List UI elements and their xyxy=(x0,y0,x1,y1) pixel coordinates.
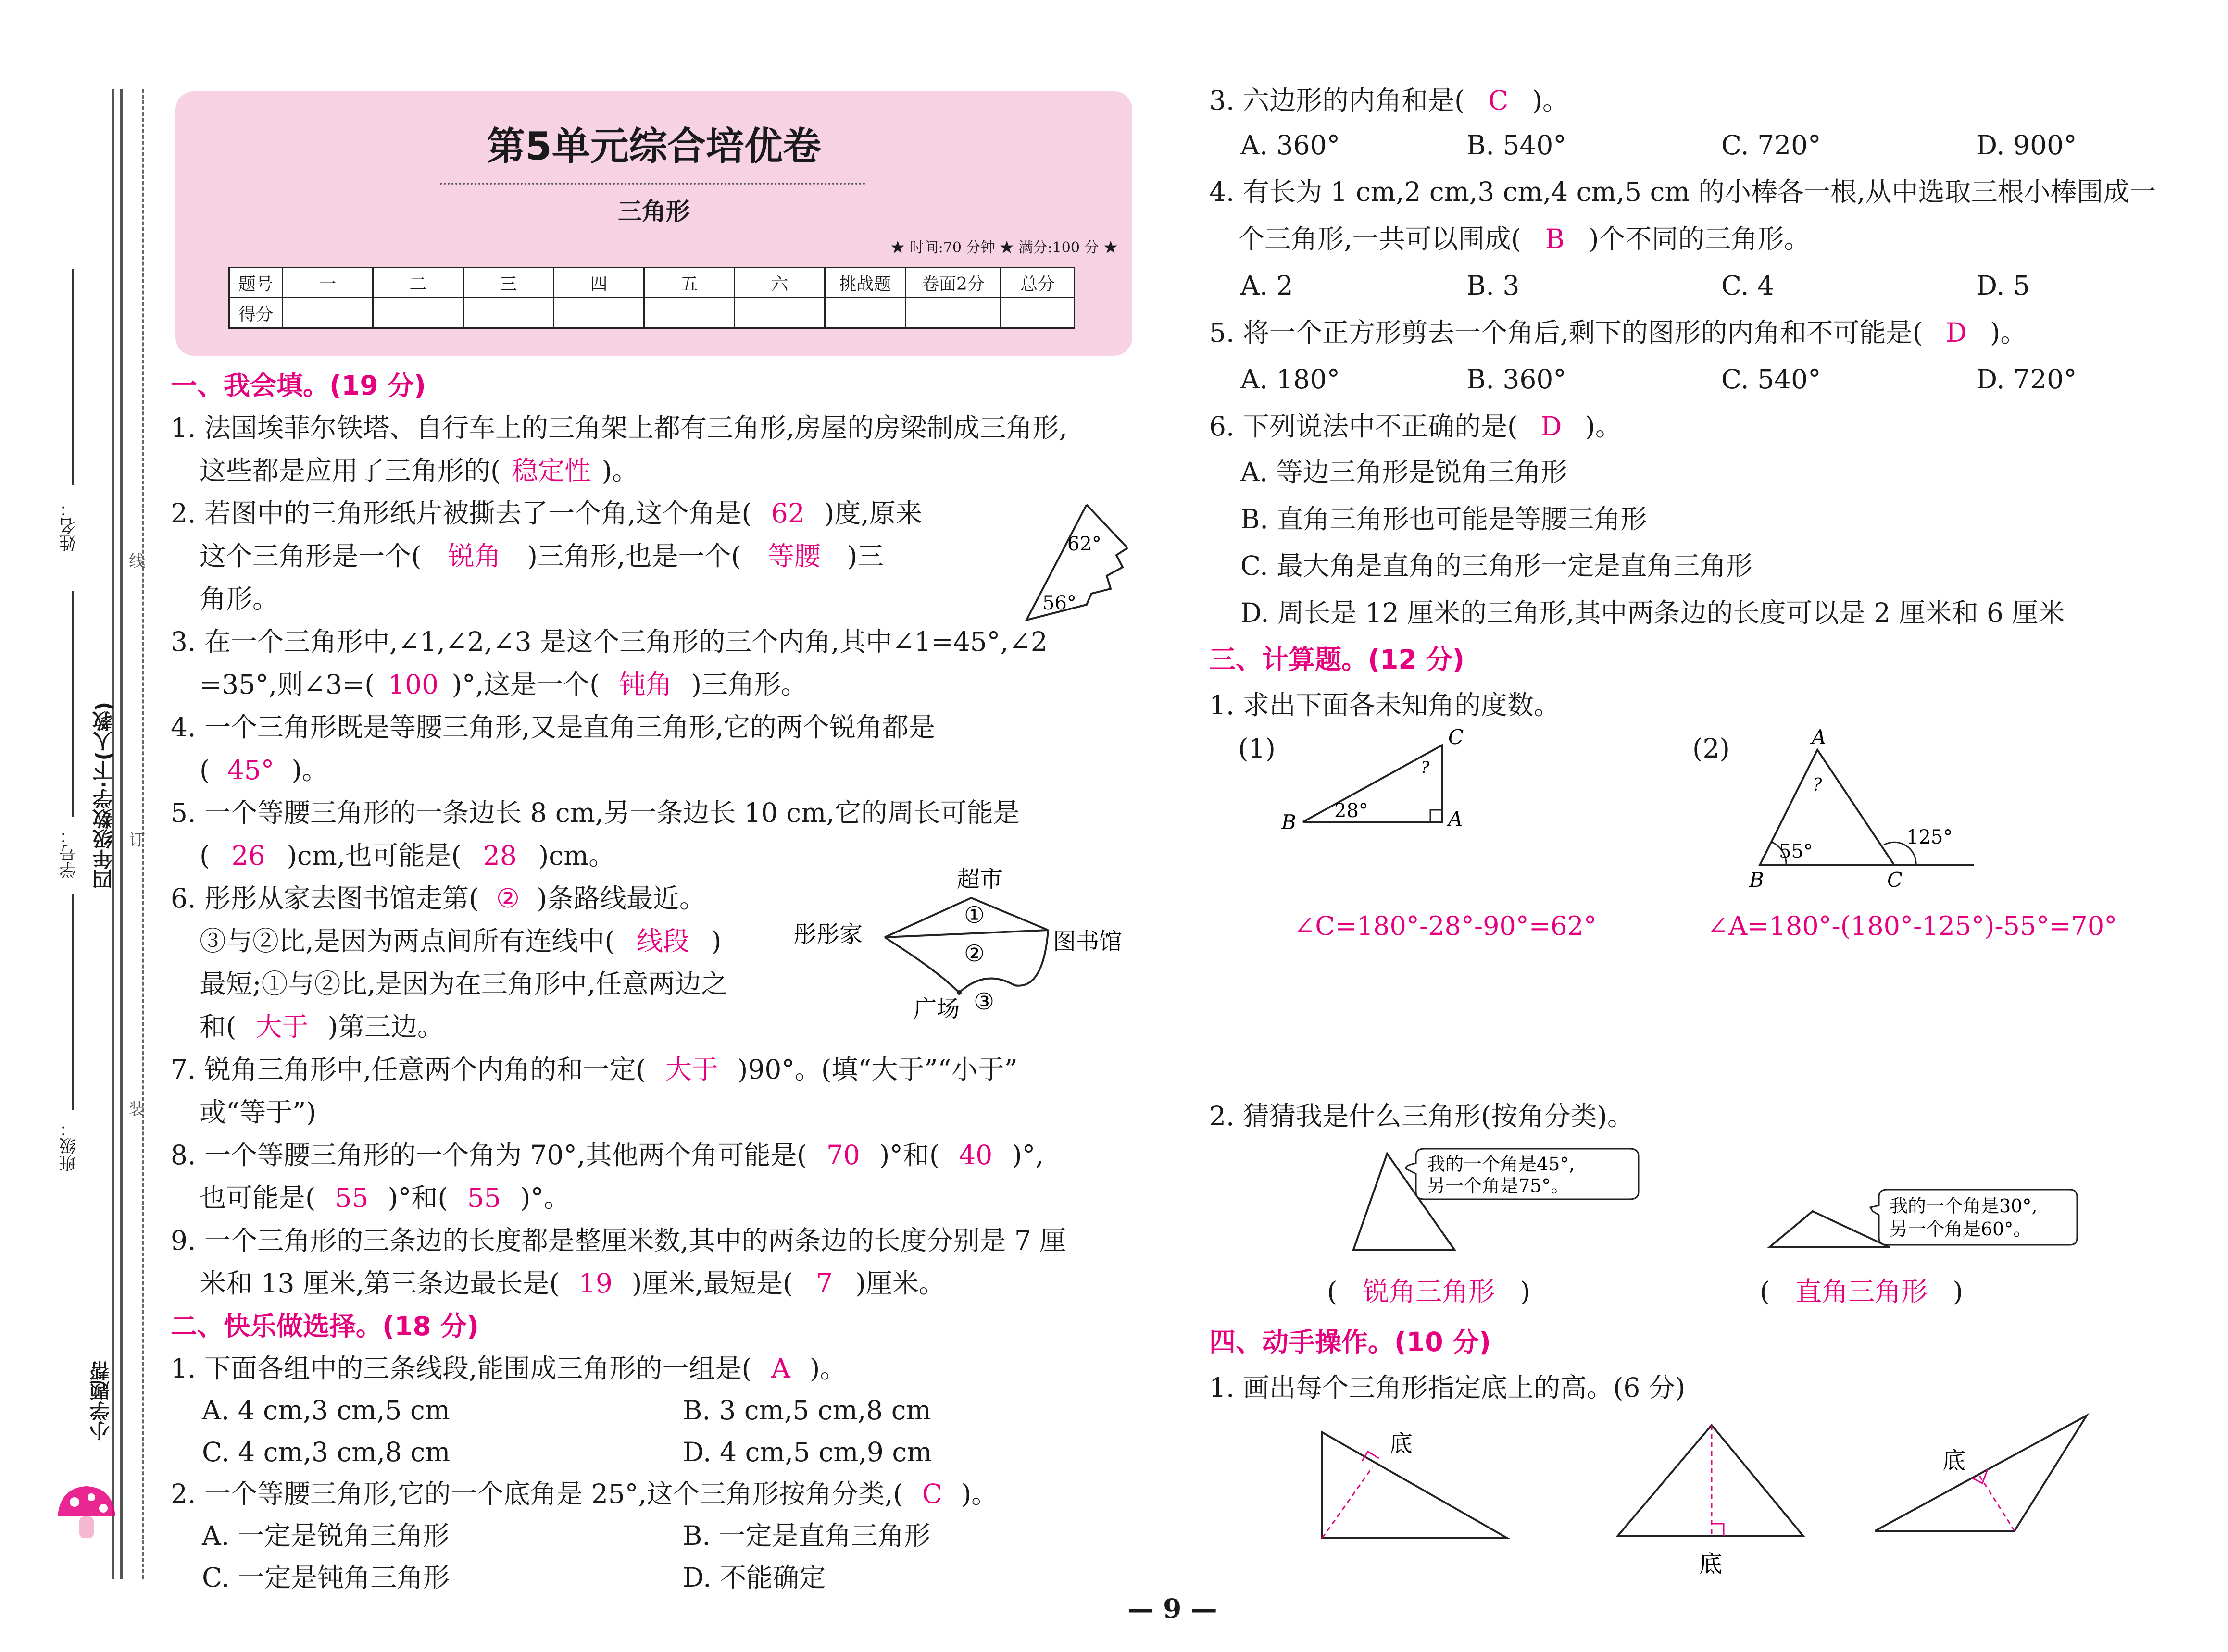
q1-6-line4: 和( 大于 )第三边。 xyxy=(200,1009,444,1044)
answer: 26 xyxy=(231,840,265,871)
option: B. 一定是直角三角形 xyxy=(683,1520,931,1551)
exterior-angle-triangle-figure xyxy=(1731,726,2000,889)
exam-header xyxy=(175,91,1132,356)
id-line xyxy=(72,591,74,817)
calc-answer-2: ∠A=180°-(180°-125°)-55°=70° xyxy=(1707,911,2117,941)
right-triangle-figure xyxy=(1274,726,1486,846)
calc-answer-1: ∠C=180°-28°-90°=62° xyxy=(1293,911,1597,941)
option: D. 5 xyxy=(1976,270,2030,301)
option: C. 720° xyxy=(1721,130,1821,161)
q2-2-stem: 2. 一个等腰三角形,它的一个底角是 25°,这个三角形按角分类,( C )。 xyxy=(171,1476,998,1512)
option: B. 540° xyxy=(1466,130,1566,161)
option: B. 3 xyxy=(1466,270,1520,301)
answer: 70 xyxy=(826,1140,860,1170)
q2-4-stem1: 4. 有长为 1 cm,2 cm,3 cm,4 cm,5 cm 的小棒各一根,从中选取三根小棒围成一 xyxy=(1209,176,2156,207)
score-input[interactable] xyxy=(906,298,1001,328)
answer: 大于 xyxy=(665,1054,718,1085)
unknown-angle: ? xyxy=(1813,775,1822,795)
answer: 55 xyxy=(467,1182,501,1213)
angle-label: 62° xyxy=(1067,533,1101,555)
bubble-text: 我的一个角是30°, xyxy=(1890,1195,2038,1217)
page-number: — 9 — xyxy=(1127,1593,1217,1624)
score-cell: 挑战题 xyxy=(825,268,906,298)
option: A. 360° xyxy=(1240,130,1340,161)
book-title: 四年级数学·下(人教) xyxy=(92,702,115,890)
q3-1-prompt: 1. 求出下面各未知角的度数。 xyxy=(1209,690,1560,720)
option: C. 一定是钝角三角形 xyxy=(202,1562,450,1593)
answer: 大于 xyxy=(255,1011,309,1042)
answer: C xyxy=(1488,85,1509,116)
angle-label: 55° xyxy=(1779,841,1813,863)
market-label: 超市 xyxy=(957,866,1003,893)
q1-6-line2: ③与②比,是因为两点间所有连线中( 线段 ) xyxy=(200,923,721,959)
score-input[interactable] xyxy=(463,298,554,328)
score-input[interactable] xyxy=(644,298,735,328)
vertex-label: A xyxy=(1448,807,1463,831)
exam-meta: ★ 时间:70 分钟 ★ 满分:100 分 ★ xyxy=(890,239,1118,256)
name-line xyxy=(72,269,74,485)
q2-6-stem: 6. 下列说法中不正确的是( D )。 xyxy=(1209,409,1622,444)
answer: 100 xyxy=(388,669,439,700)
vertex-label: A xyxy=(1812,726,1827,749)
route-figure xyxy=(793,865,1139,1029)
brand-name: 小学题帮 xyxy=(89,1360,113,1441)
q1-1-line1: 1. 法国埃菲尔铁塔、自行车上的三角架上都有三角形,房屋的房梁制成三角形, xyxy=(171,412,1067,443)
answer: 线段 xyxy=(636,926,689,956)
q1-9-line1: 9. 一个三角形的三条边的长度都是整厘米数,其中的两条边的长度分别是 7 厘 xyxy=(171,1225,1066,1256)
answer: C xyxy=(922,1478,942,1509)
section-2-title: 二、快乐做选择。(18 分) xyxy=(171,1311,479,1341)
option: C. 540° xyxy=(1721,364,1821,395)
q1-5-line1: 5. 一个等腰三角形的一条边长 8 cm,另一条边长 10 cm,它的周长可能是 xyxy=(171,797,1020,828)
bubble-text: 另一个角是60°。 xyxy=(1890,1218,2032,1240)
bubble-text: 我的一个角是45°, xyxy=(1427,1154,1575,1175)
id-label: 学号： xyxy=(59,827,79,879)
route-2-label: ② xyxy=(964,940,985,967)
answer: 锐角 xyxy=(448,541,501,571)
q3-2-answer-2: ( 直角三角形 ) xyxy=(1760,1274,1963,1309)
class-label: 班级： xyxy=(59,1120,79,1172)
binding-char: 订 xyxy=(129,831,145,850)
score-input[interactable] xyxy=(1001,298,1075,328)
triangle-guess-2 xyxy=(1755,1178,2082,1255)
section-4-title: 四、动手操作。(10 分) xyxy=(1209,1327,1491,1357)
route-3-label: ③ xyxy=(974,988,995,1015)
q4-1-prompt: 1. 画出每个三角形指定底上的高。(6 分) xyxy=(1209,1372,1686,1403)
answer: 19 xyxy=(578,1268,613,1299)
answer: 40 xyxy=(959,1140,993,1170)
score-cell: 得分 xyxy=(229,298,283,328)
option: C. 4 xyxy=(1721,270,1775,301)
q1-6-line1: 6. 彤彤从家去图书馆走第( ② )条路线最近。 xyxy=(171,881,706,916)
option: B. 360° xyxy=(1466,364,1566,395)
triangle-guess-1 xyxy=(1341,1144,1649,1255)
score-cell: 总分 xyxy=(1001,268,1075,298)
height-triangle-3 xyxy=(1865,1408,2096,1538)
q1-8-line2: 也可能是( 55 )°和( 55 )°。 xyxy=(200,1180,570,1216)
home-label: 彤彤家 xyxy=(793,921,863,948)
bubble-text: 另一个角是75°。 xyxy=(1427,1175,1569,1196)
answer: 锐角三角形 xyxy=(1362,1276,1495,1307)
route-1-label: ① xyxy=(964,902,985,929)
angle-label: 28° xyxy=(1334,800,1368,822)
binding-char: 线 xyxy=(129,552,145,571)
answer: D xyxy=(1540,411,1562,442)
q1-2-line2: 这个三角形是一个( 锐角 )三角形,也是一个( 等腰 )三 xyxy=(200,538,884,574)
q1-3-line1: 3. 在一个三角形中,∠1,∠2,∠3 是这个三角形的三个内角,其中∠1=45°,∠2 xyxy=(171,626,1048,657)
answer: B xyxy=(1545,224,1565,254)
q1-8-line1: 8. 一个等腰三角形的一个角为 70°,其他两个角可能是( 70 )°和( 40 )°, xyxy=(171,1137,1044,1173)
score-cell: 二 xyxy=(373,268,463,298)
score-cell: 五 xyxy=(644,268,735,298)
q1-2-line1: 2. 若图中的三角形纸片被撕去了一个角,这个角是( 62 )度,原来 xyxy=(171,496,922,531)
option: C. 最大角是直角的三角形一定是直角三角形 xyxy=(1240,550,1753,581)
library-label: 图书馆 xyxy=(1053,928,1123,955)
score-input[interactable] xyxy=(283,298,373,328)
angle-label: 125° xyxy=(1906,826,1953,848)
exam-title: 第5单元综合培优卷 xyxy=(487,124,821,169)
answer: A xyxy=(771,1353,790,1384)
q3-2-prompt: 2. 猜猜我是什么三角形(按角分类)。 xyxy=(1209,1101,1634,1131)
base-label: 底 xyxy=(1942,1447,1966,1474)
torn-triangle-figure xyxy=(1014,495,1130,625)
score-cell: 题号 xyxy=(229,268,283,298)
answer: 55 xyxy=(335,1182,369,1213)
vertex-label: C xyxy=(1887,868,1903,889)
title-divider xyxy=(440,183,865,185)
q1-2-line3: 角形。 xyxy=(200,584,279,614)
answer: D xyxy=(1945,317,1967,348)
q2-5-stem: 5. 将一个正方形剪去一个角后,剩下的图形的内角和不可能是( D )。 xyxy=(1209,315,2027,350)
vertex-label: C xyxy=(1448,726,1464,749)
option: D. 900° xyxy=(1976,130,2077,161)
class-line xyxy=(72,894,74,1110)
angle-label: 56° xyxy=(1042,592,1076,614)
option: D. 不能确定 xyxy=(683,1562,826,1593)
mushroom-logo xyxy=(50,1480,123,1548)
height-triangle-2 xyxy=(1611,1418,1817,1581)
score-cell: 一 xyxy=(283,268,373,298)
gutter-rule xyxy=(120,89,123,1579)
base-label: 底 xyxy=(1389,1430,1413,1457)
q1-6-line3: 最短;①与②比,是因为在三角形中,任意两边之 xyxy=(200,969,728,999)
q1-5-line2: ( 26 )cm,也可能是( 28 )cm。 xyxy=(200,838,615,873)
square-label: 广场 xyxy=(914,995,960,1022)
option: A. 180° xyxy=(1240,364,1340,395)
score-cell: 六 xyxy=(735,268,825,298)
q1-1-line2: 这些都是应用了三角形的( 稳定性 )。 xyxy=(200,453,638,488)
score-cell: 三 xyxy=(463,268,554,298)
answer: 钝角 xyxy=(619,669,672,700)
score-cell: 四 xyxy=(554,268,644,298)
answer: 62 xyxy=(771,498,805,529)
answer: 等腰 xyxy=(767,541,821,571)
score-input[interactable] xyxy=(373,298,463,328)
q3-1-label-2: (2) xyxy=(1692,733,1730,764)
option: D. 720° xyxy=(1976,364,2077,395)
answer: 稳定性 xyxy=(511,455,591,486)
q1-7-line2: 或“等于”) xyxy=(200,1097,316,1128)
binding-char: 装 xyxy=(129,1100,145,1119)
base-label: 底 xyxy=(1699,1551,1723,1577)
option: B. 直角三角形也可能是等腰三角形 xyxy=(1240,504,1647,534)
option: C. 4 cm,3 cm,8 cm xyxy=(202,1437,451,1467)
unknown-angle: ? xyxy=(1421,758,1430,777)
score-input[interactable] xyxy=(735,298,825,328)
q2-4-stem2: 个三角形,一共可以围成( B )个不同的三角形。 xyxy=(1238,221,1810,257)
vertex-label: B xyxy=(1749,868,1764,889)
exam-subtitle: 三角形 xyxy=(618,198,690,225)
q1-7-line1: 7. 锐角三角形中,任意两个内角的和一定( 大于 )90°。(填“大于”“小于” xyxy=(171,1052,1018,1087)
q1-9-line2: 米和 13 厘米,第三条边最长是( 19 )厘米,最短是( 7 )厘米。 xyxy=(200,1266,945,1301)
answer: 28 xyxy=(483,840,517,871)
option: A. 2 xyxy=(1240,270,1293,301)
answer: ② xyxy=(496,883,520,914)
answer: 45° xyxy=(227,755,275,785)
answer: 直角三角形 xyxy=(1795,1276,1928,1307)
option: D. 4 cm,5 cm,9 cm xyxy=(683,1437,932,1467)
answer: 7 xyxy=(815,1268,833,1299)
section-1-title: 一、我会填。(19 分) xyxy=(171,370,426,401)
name-label: 姓名： xyxy=(59,500,79,552)
q2-1-stem: 1. 下面各组中的三条线段,能围成三角形的一组是( A )。 xyxy=(171,1351,846,1386)
score-cell: 卷面2分 xyxy=(906,268,1001,298)
q1-4-line1: 4. 一个三角形既是等腰三角形,又是直角三角形,它的两个锐角都是 xyxy=(171,712,935,743)
score-input[interactable] xyxy=(554,298,644,328)
vertex-label: B xyxy=(1281,810,1296,834)
q3-2-answer-1: ( 锐角三角形 ) xyxy=(1327,1274,1530,1309)
q1-4-line2: ( 45° )。 xyxy=(200,752,328,788)
score-table xyxy=(228,267,1075,329)
score-input[interactable] xyxy=(825,298,906,328)
section-3-title: 三、计算题。(12 分) xyxy=(1209,644,1464,675)
option: D. 周长是 12 厘米的三角形,其中两条边的长度可以是 2 厘米和 6 厘米 xyxy=(1240,597,2065,628)
q3-1-label-1: (1) xyxy=(1238,733,1276,764)
option: A. 等边三角形是锐角三角形 xyxy=(1240,457,1567,487)
height-triangle-1 xyxy=(1317,1418,1524,1548)
option: A. 4 cm,3 cm,5 cm xyxy=(202,1395,450,1426)
q2-3-stem: 3. 六边形的内角和是( C )。 xyxy=(1209,83,1569,118)
option: B. 3 cm,5 cm,8 cm xyxy=(683,1395,931,1426)
q1-3-line2: =35°,则∠3=( 100 )°,这是一个( 钝角 )三角形。 xyxy=(200,667,807,702)
option: A. 一定是锐角三角形 xyxy=(202,1520,450,1551)
